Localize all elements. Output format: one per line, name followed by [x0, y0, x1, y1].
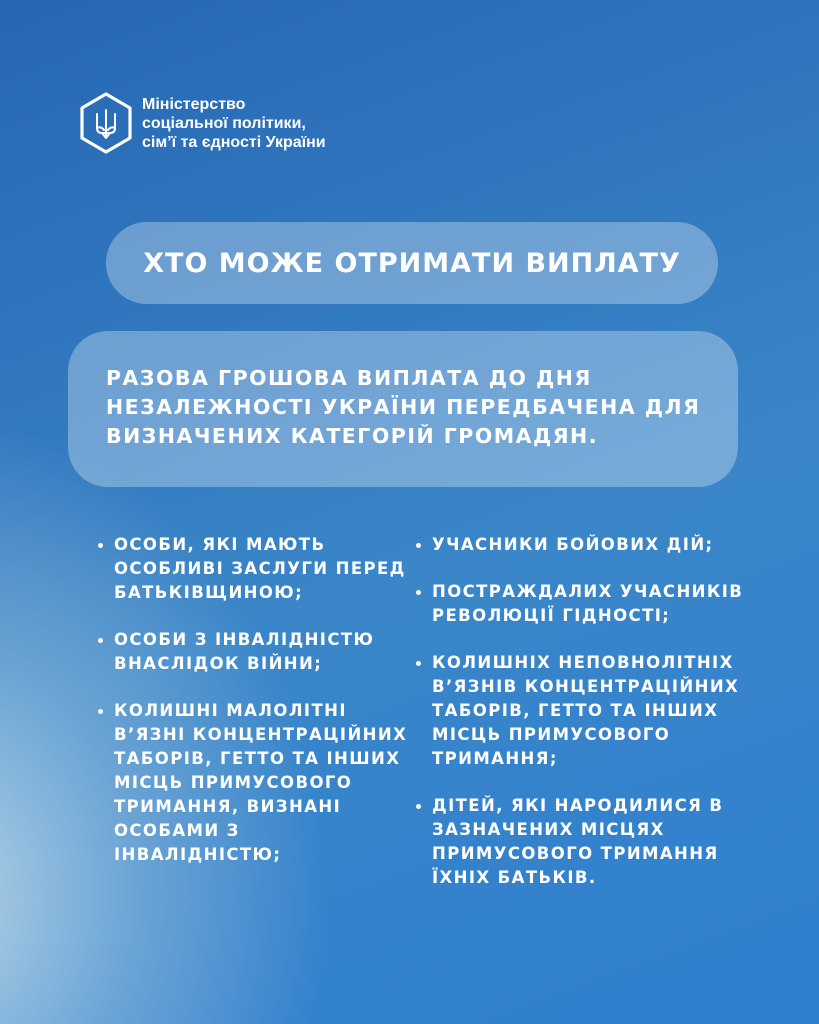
ministry-name-line-2: соціальної політики, — [142, 115, 306, 132]
ministry-name-line-3: сім’ї та єдності України — [142, 134, 326, 151]
title-panel — [106, 222, 718, 304]
ministry-name-line-1: Міністерство — [142, 96, 246, 113]
intro-text: РАЗОВА ГРОШОВА ВИПЛАТА ДО ДНЯ НЕЗАЛЕЖНОСТІ УКРАЇНИ ПЕРЕДБАЧЕНА ДЛЯ ВИЗНАЧЕНИХ КАТЕГОРІЙ ГРОМАДЯН. — [106, 366, 701, 448]
list-item: ОСОБИ З ІНВАЛІДНІСТЮ ВНАСЛІДОК ВІЙНИ; — [96, 628, 414, 676]
trident-hexagon-icon — [80, 92, 132, 154]
list-item: ПОСТРАЖДАЛИХ УЧАСНИКІВ РЕВОЛЮЦІЇ ГІДНОСТІ; — [414, 580, 744, 628]
page-title: ХТО МОЖЕ ОТРИМАТИ ВИПЛАТУ — [143, 247, 681, 279]
ministry-name — [142, 95, 326, 152]
list-item: УЧАСНИКИ БОЙОВИХ ДІЙ; — [414, 533, 744, 557]
categories-left-list — [96, 533, 414, 867]
list-item: ОСОБИ, ЯКІ МАЮТЬ ОСОБЛИВІ ЗАСЛУГИ ПЕРЕД БАТЬКІВЩИНОЮ; — [96, 533, 414, 605]
list-item: КОЛИШНІХ НЕПОВНОЛІТНІХ В’ЯЗНІВ КОНЦЕНТРАЦІЙНИХ ТАБОРІВ, ГЕТТО ТА ІНШИХ МІСЦЬ ПРИМУСОВОГО ТРИМАННЯ; — [414, 651, 744, 771]
list-item: КОЛИШНІ МАЛОЛІТНІ В’ЯЗНІ КОНЦЕНТРАЦІЙНИХ ТАБОРІВ, ГЕТТО ТА ІНШИХ МІСЦЬ ПРИМУСОВОГО ТРИМАННЯ, ВИЗНАНІ ОСОБАМИ З ІНВАЛІДНІСТЮ; — [96, 699, 414, 867]
categories-right-list — [414, 533, 744, 890]
intro-panel — [68, 331, 738, 487]
list-item: ДІТЕЙ, ЯКІ НАРОДИЛИСЯ В ЗАЗНАЧЕНИХ МІСЦЯХ ПРИМУСОВОГО ТРИМАННЯ ЇХНІХ БАТЬКІВ. — [414, 794, 744, 890]
